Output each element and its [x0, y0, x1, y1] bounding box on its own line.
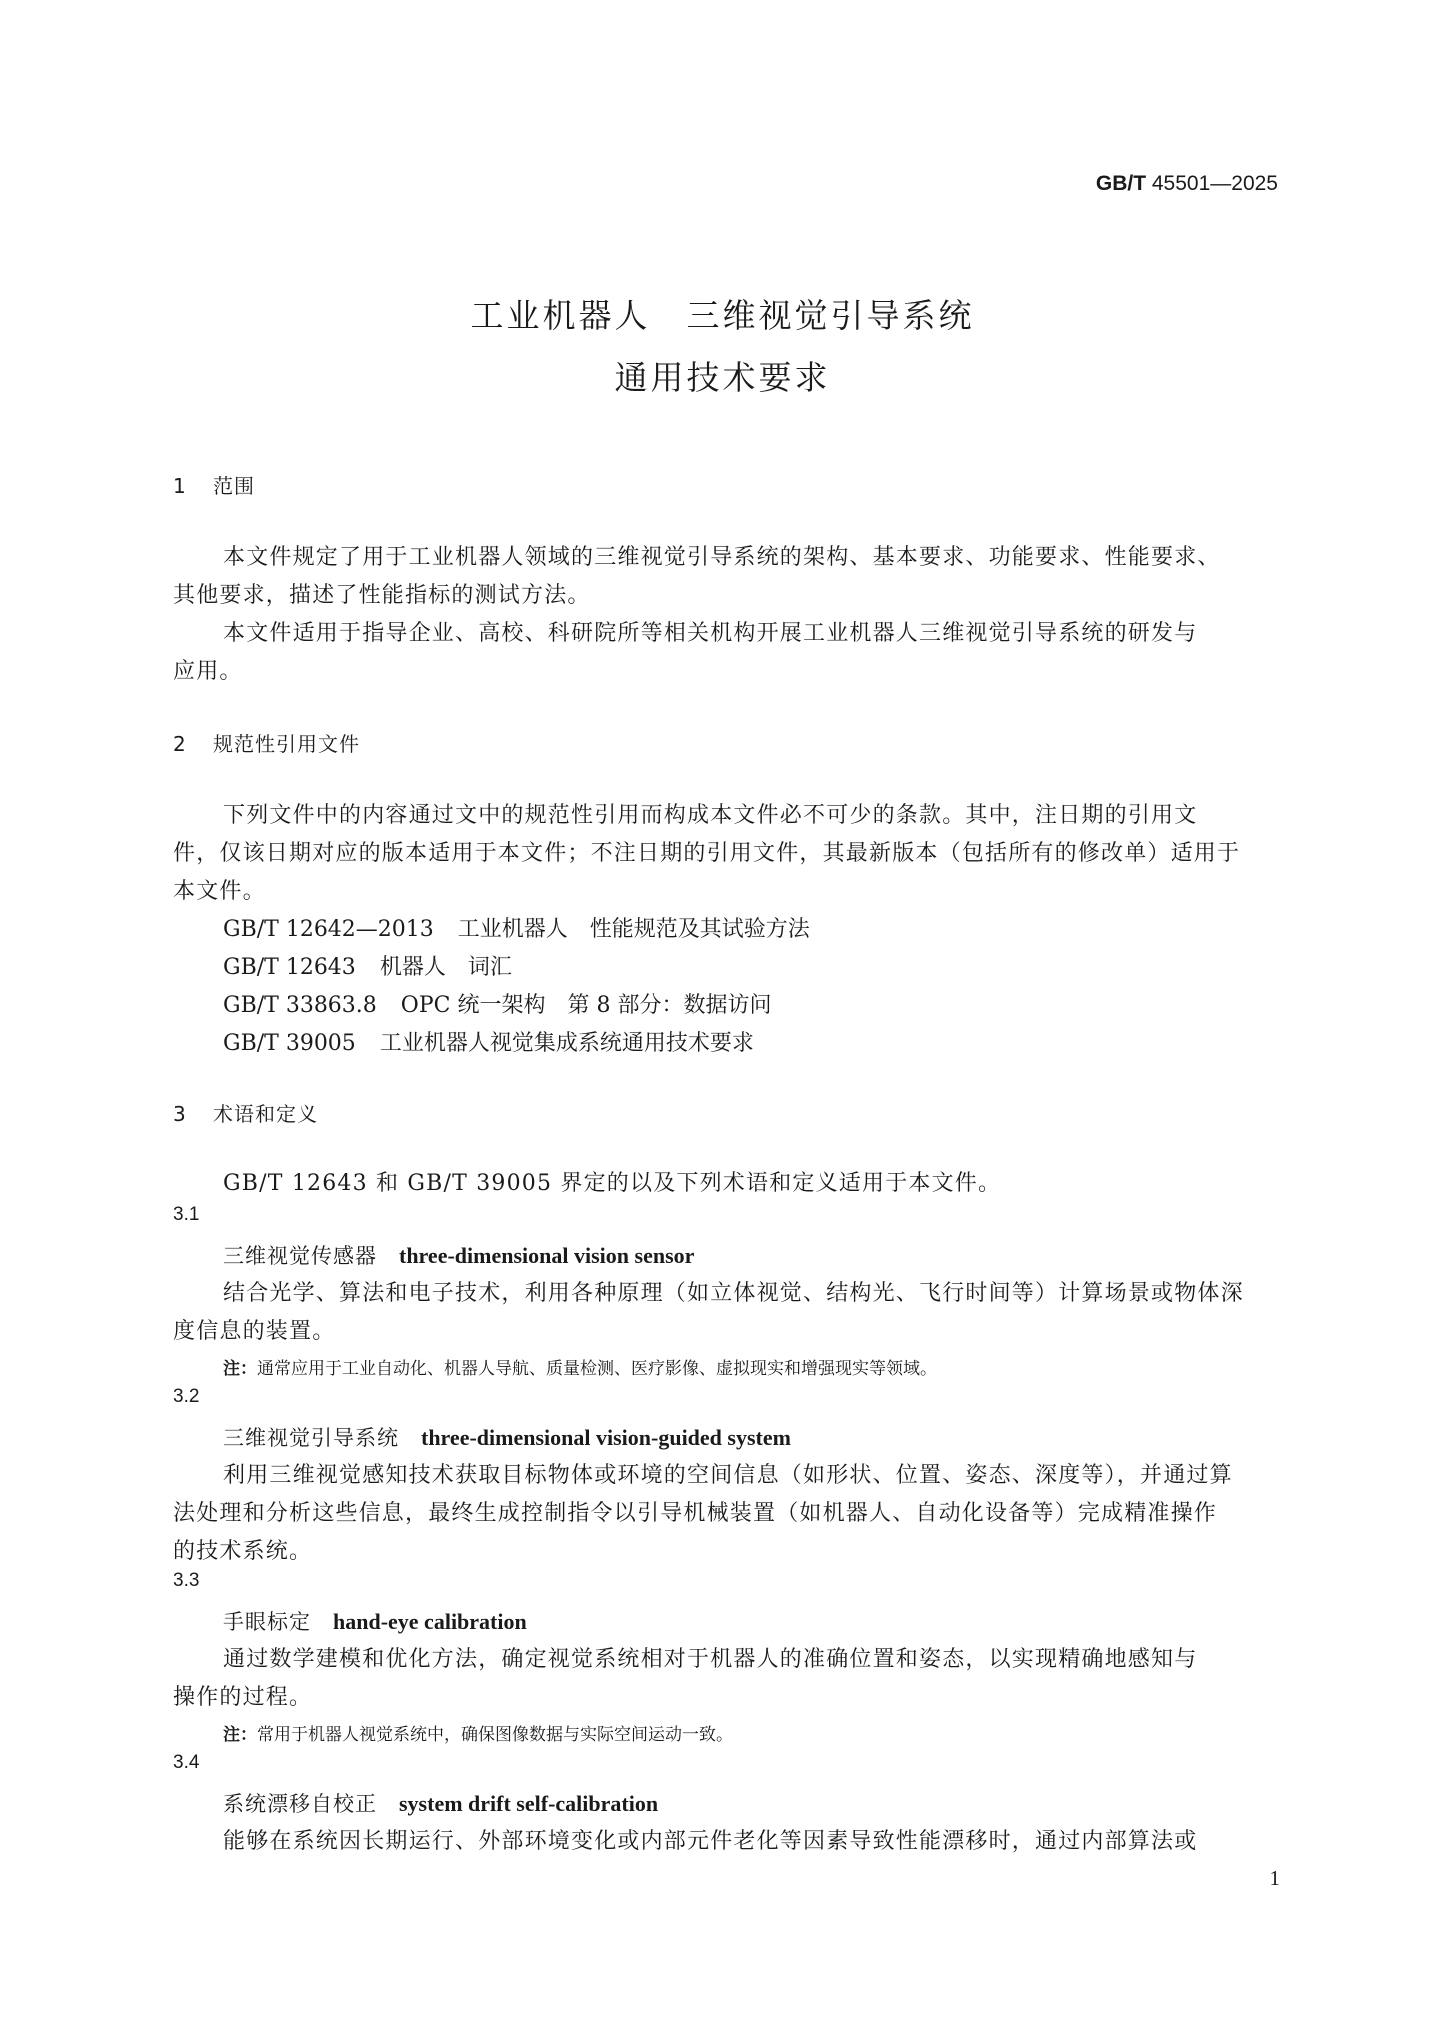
note-text: 常用于机器人视觉系统中，确保图像数据与实际空间运动一致。 [257, 1725, 733, 1745]
term-zh: 三维视觉引导系统 [223, 1426, 399, 1450]
page-number: 1 [1269, 1866, 1280, 1890]
reference-title: 工业机器人视觉集成系统通用技术要求 [379, 1031, 754, 1056]
term-en: three-dimensional vision sensor [399, 1243, 695, 1268]
reference-title: 机器人 词汇 [379, 955, 512, 980]
standard-number-value: 45501—2025 [1151, 172, 1278, 195]
definition-line: 利用三维视觉感知技术获取目标物体或环境的空间信息（如形状、位置、姿态、深度等），并通过算 [223, 1463, 1233, 1488]
term-number: 3.4 [173, 1752, 200, 1773]
term-en: three-dimensional vision-guided system [421, 1425, 791, 1450]
term-heading [223, 1422, 791, 1452]
paragraph-line: 应用。 [173, 659, 243, 684]
definition-line: 结合光学、算法和电子技术，利用各种原理（如立体视觉、结构光、飞行时间等）计算场景或物体深 [223, 1281, 1244, 1306]
term-zh: 系统漂移自校正 [223, 1792, 377, 1816]
paragraph-line: 本文件。 [173, 879, 266, 904]
note-label: 注： [223, 1725, 257, 1745]
note-text: 通常应用于工业自动化、机器人导航、质量检测、医疗影像、虚拟现实和增强现实等领域。 [257, 1359, 937, 1379]
paragraph-line: 本文件适用于指导企业、高校、科研院所等相关机构开展工业机器人三维视觉引导系统的研发与 [223, 621, 1198, 646]
paragraph-line: GB/T 12643 和 GB/T 39005 界定的以及下列术语和定义适用于本文件。 [223, 1171, 1002, 1196]
paragraph-line: 其他要求，描述了性能指标的测试方法。 [173, 583, 591, 608]
term-heading [223, 1788, 658, 1818]
section-1-heading [173, 470, 255, 499]
definition-line: 通过数学建模和优化方法，确定视觉系统相对于机器人的准确位置和姿态，以实现精确地感知与 [223, 1647, 1198, 1672]
reference-item [223, 950, 512, 981]
term-en: system drift self-calibration [399, 1791, 659, 1816]
section-number: 1 [173, 474, 187, 498]
reference-item [223, 912, 810, 943]
term-note [223, 1354, 937, 1379]
section-title: 规范性引用文件 [213, 732, 360, 756]
term-zh: 手眼标定 [223, 1610, 311, 1634]
definition-line: 度信息的装置。 [173, 1319, 336, 1344]
reference-item [223, 988, 771, 1019]
term-note [223, 1720, 733, 1745]
definition-line: 能够在系统因长期运行、外部环境变化或内部元件老化等因素导致性能漂移时，通过内部算法或 [223, 1829, 1198, 1854]
standard-number [1096, 172, 1278, 196]
reference-title: 工业机器人 性能规范及其试验方法 [457, 917, 810, 942]
section-number: 2 [173, 732, 187, 756]
term-number: 3.1 [173, 1204, 200, 1225]
reference-title: OPC 统一架构 第 8 部分：数据访问 [400, 993, 772, 1018]
section-number: 3 [173, 1102, 187, 1126]
reference-code: GB/T 39005 [223, 1031, 356, 1056]
term-number: 3.3 [173, 1570, 200, 1591]
reference-code: GB/T 12643 [223, 955, 356, 980]
section-3-heading [173, 1098, 318, 1127]
standard-prefix: GB/T [1095, 172, 1147, 195]
paragraph-line: 下列文件中的内容通过文中的规范性引用而构成本文件必不可少的条款。其中，注日期的引用文 [223, 803, 1198, 828]
note-label: 注： [223, 1359, 257, 1379]
reference-code: GB/T 12642—2013 [223, 917, 434, 942]
definition-line: 操作的过程。 [173, 1685, 313, 1710]
reference-code: GB/T 33863.8 [223, 993, 377, 1018]
term-heading [223, 1240, 694, 1270]
paragraph-line: 本文件规定了用于工业机器人领域的三维视觉引导系统的架构、基本要求、功能要求、性能要求、 [223, 545, 1221, 570]
term-en: hand-eye calibration [333, 1609, 527, 1634]
paragraph-line: 件，仅该日期对应的版本适用于本文件；不注日期的引用文件，其最新版本（包括所有的修改单）适用于 [173, 841, 1241, 866]
definition-line: 的技术系统。 [173, 1539, 313, 1564]
section-2-heading [173, 728, 360, 757]
document-title-line1: 工业机器人 三维视觉引导系统 [470, 296, 975, 335]
term-heading [223, 1606, 527, 1636]
term-number: 3.2 [173, 1386, 200, 1407]
term-zh: 三维视觉传感器 [223, 1244, 377, 1268]
reference-item [223, 1026, 754, 1057]
document-title-line2: 通用技术要求 [614, 358, 831, 397]
definition-line: 法处理和分析这些信息，最终生成控制指令以引导机械装置（如机器人、自动化设备等）完成精准操作 [173, 1501, 1218, 1526]
section-title: 术语和定义 [213, 1102, 318, 1126]
section-title: 范围 [213, 474, 255, 498]
